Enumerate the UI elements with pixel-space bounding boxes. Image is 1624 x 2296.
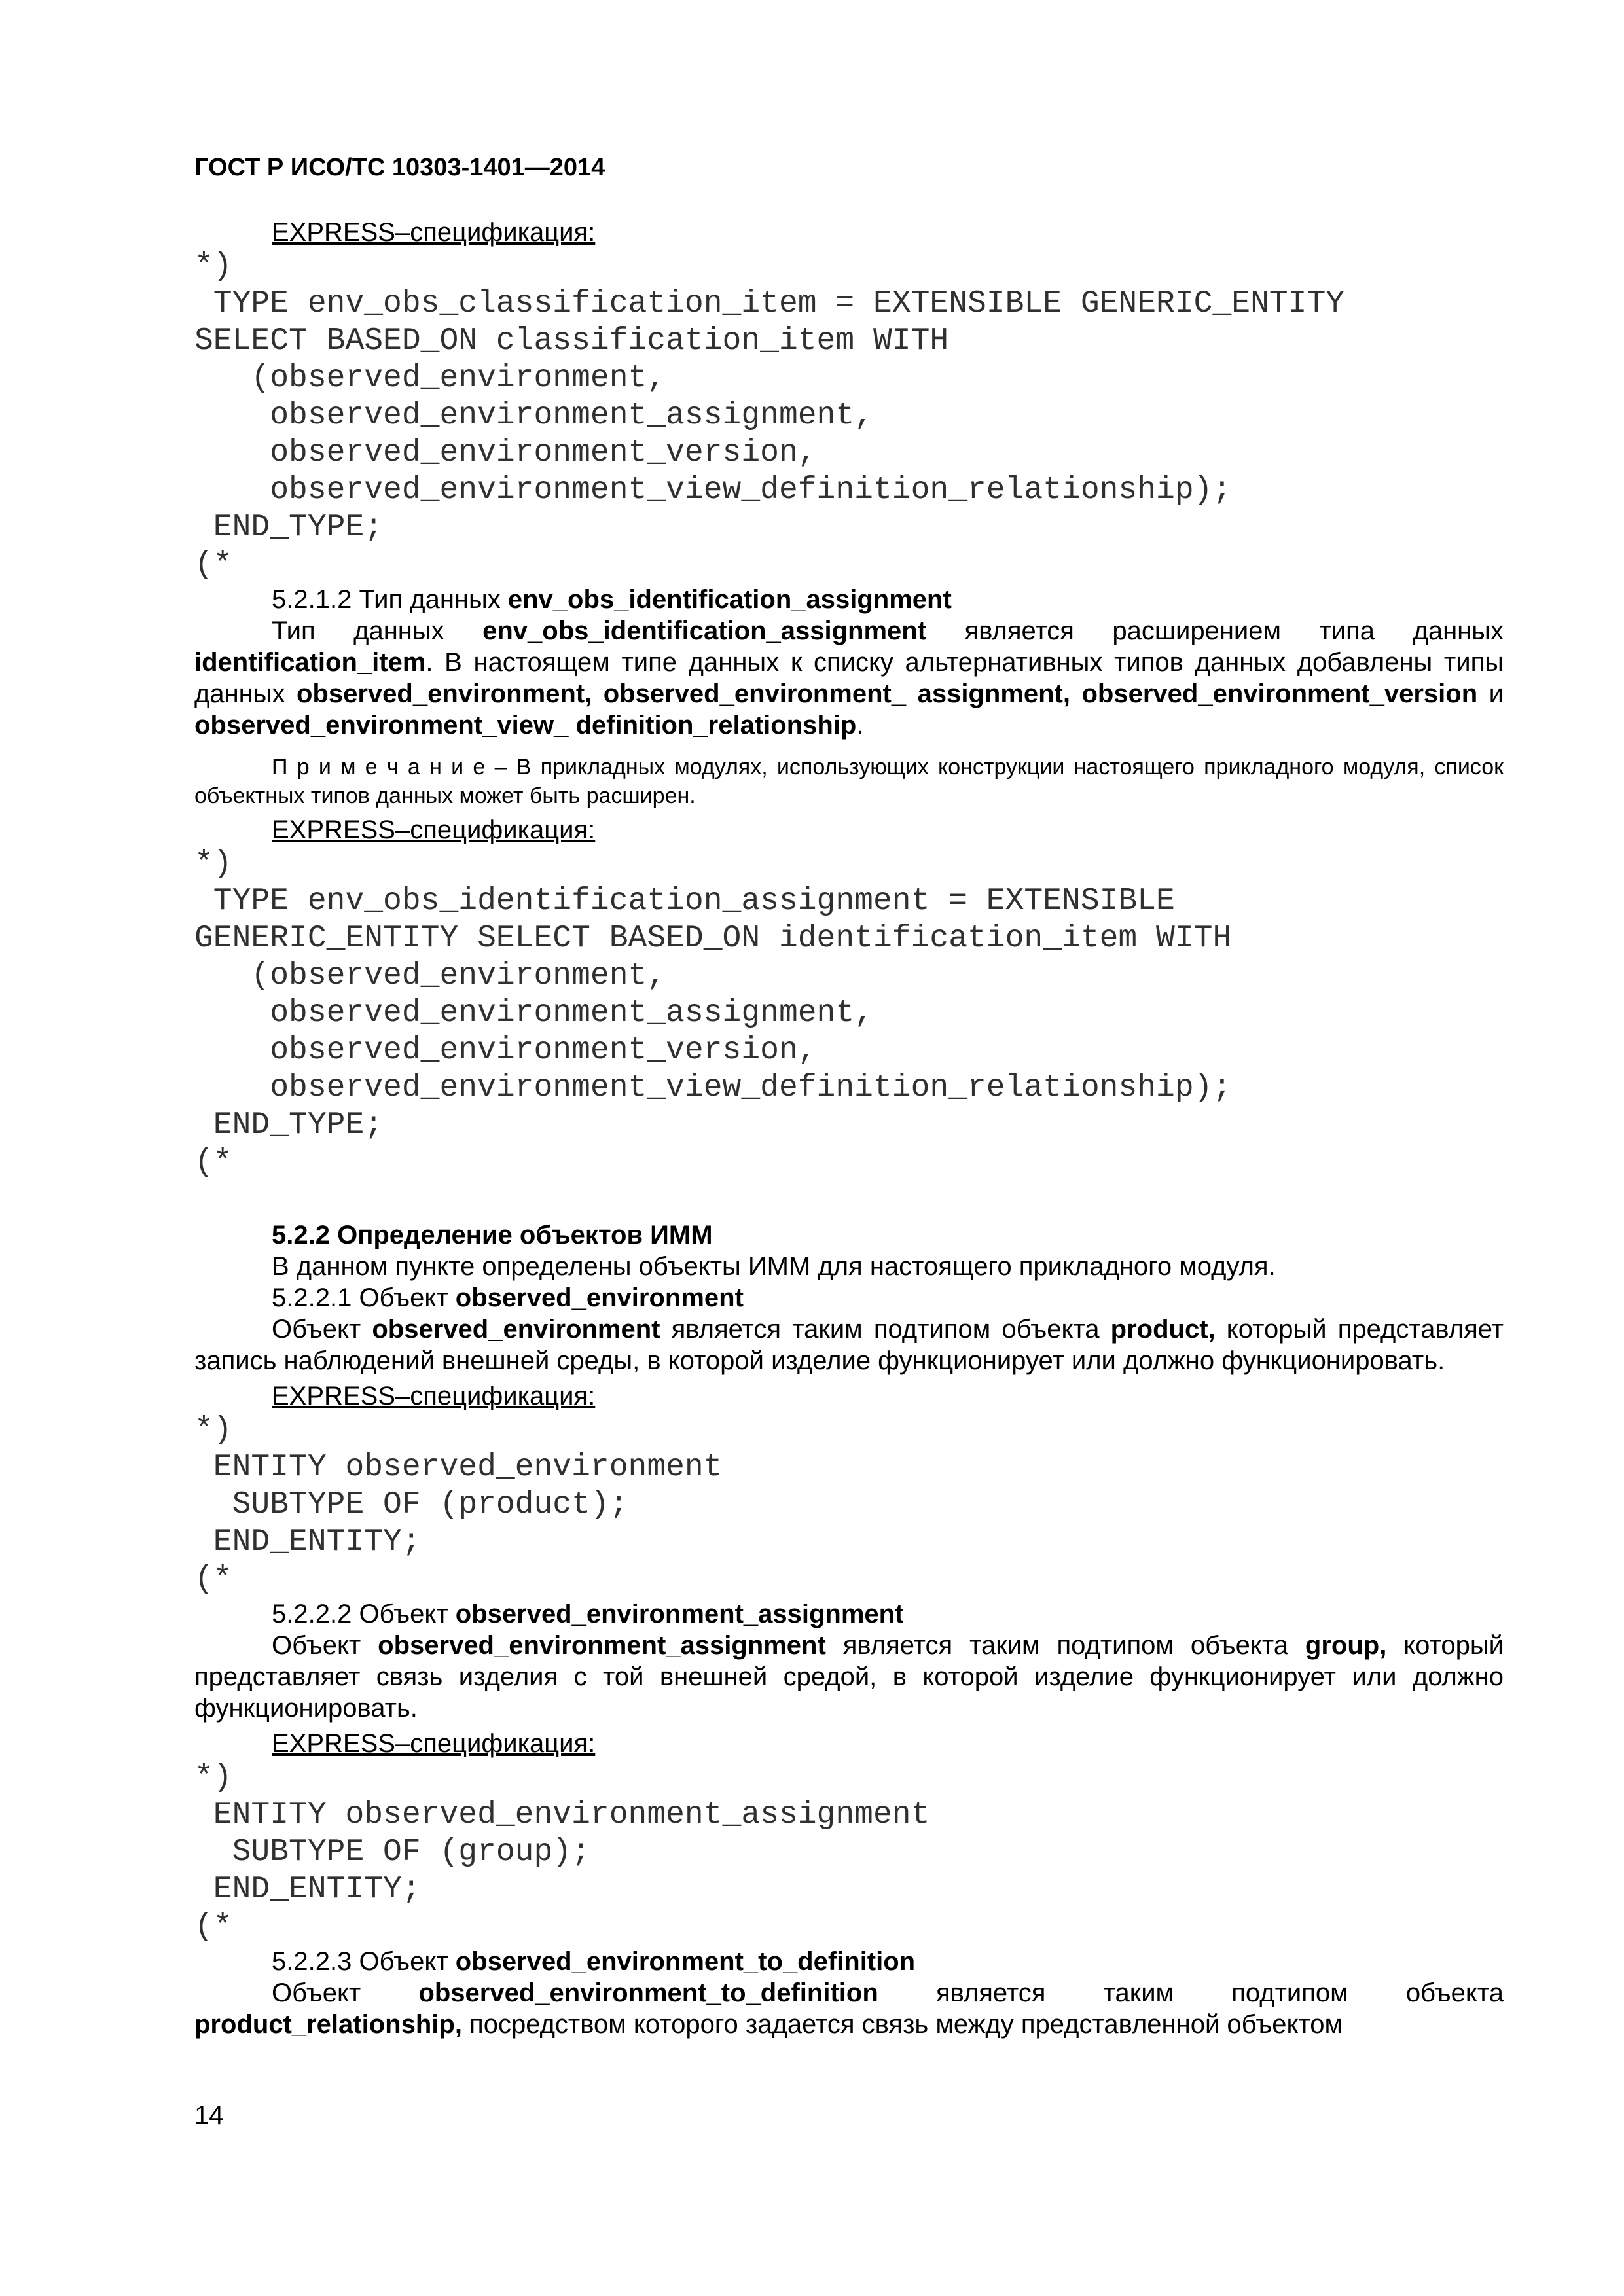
heading-prefix: 5.2.2.1 Объект [272,1283,456,1312]
text-run-bold: env_obs_identification_assignment [482,617,927,645]
express-label: EXPRESS–спецификация: [272,218,596,247]
heading-name: observed_environment_to_definition [455,1947,916,1976]
express-label: EXPRESS–спецификация: [272,1382,596,1410]
note [194,753,1504,810]
section-title: 5.2.2 Определение объектов ИММ [272,1221,713,1249]
express-code-block: *) ENTITY observed_environment SUBTYPE OF (product); END_ENTITY; (* [194,1412,723,1597]
text-run: Объект [272,1315,372,1344]
page-number: 14 [194,2101,224,2130]
paragraph [194,1630,1504,1724]
text-run-bold: observed_environment, observed_environment_ assignment, observed_environment_version [297,679,1478,708]
paragraph [194,1314,1504,1376]
standard-header: ГОСТ Р ИСО/ТС 10303-1401—2014 [194,154,605,181]
express-code-block: *) ENTITY observed_environment_assignment SUBTYPE OF (group); END_ENTITY; (* [194,1760,930,1945]
heading-prefix: 5.2.1.2 Тип данных [272,585,508,614]
section-heading [194,1946,1504,1977]
text-run: Объект [272,1631,378,1660]
text-run: . В настоящем типе данных к списку альтернативных типов данных добавлены типы данных [194,648,1504,708]
note-label: П р и м е ч а н и е [272,755,486,780]
text-run: который представляет связь изделия с той внешней средой, в которой изделие функционирует или должно функционировать. [194,1631,1504,1723]
heading-name: observed_environment [455,1283,744,1312]
note-text: – В прикладных модулях, использующих конструкции настоящего прикладного модуля, список объектных типов данных может быть расширен. [194,755,1504,808]
heading-name: observed_environment_assignment [455,1600,904,1628]
text-run: который представляет запись наблюдений внешней среды, в которой изделие функционирует или должно функционировать. [194,1315,1504,1375]
text-run-bold: observed_environment_view_ definition_relationship [194,711,857,740]
text-run-bold: product, [1110,1315,1216,1344]
text-run: . [856,711,864,740]
express-label: EXPRESS–спецификация: [272,816,596,844]
express-label: EXPRESS–спецификация: [272,1729,596,1758]
text-run: Тип данных [272,617,483,645]
text-run: и [1477,679,1504,708]
heading-prefix: 5.2.2.3 Объект [272,1947,456,1976]
express-code-block: *) TYPE env_obs_identification_assignment = EXTENSIBLE GENERIC_ENTITY SELECT BASED_ON identification_item WITH (observed_environment, observed_environment_assignment, observed_environment_version, observed_environment_view_definition_relationship); END_TYPE; (* [194,846,1232,1180]
section-heading [194,584,1504,615]
text-run-bold: observed_environment_to_definition [418,1979,878,2007]
express-code-block: *) TYPE env_obs_classification_item = EXTENSIBLE GENERIC_ENTITY SELECT BASED_ON classification_item WITH (observed_environment, observed_environment_assignment, observed_environment_version, observed_environment_view_definition_relationship); END_TYPE; (* [194,249,1345,583]
text-run-bold: identification_item [194,648,426,677]
text-run: Объект [272,1979,419,2007]
section-heading [194,1598,1504,1630]
text-run: является таким подтипом объекта [825,1631,1305,1660]
paragraph [194,1977,1504,2040]
text-run-bold: group, [1305,1631,1387,1660]
heading-prefix: 5.2.2.2 Объект [272,1600,456,1628]
text-run: посредством которого задается связь между представленной объектом [461,2010,1343,2039]
paragraph [194,615,1504,741]
text-run: является таким подтипом объекта [660,1315,1111,1344]
text-run-bold: observed_environment_assignment [378,1631,826,1660]
text-run-bold: product_relationship, [194,2010,462,2039]
heading-name: env_obs_identification_assignment [507,585,952,614]
text-run: является расширением типа данных [926,617,1504,645]
section-heading [194,1282,1504,1314]
page-content [194,213,1504,2040]
paragraph: В данном пункте определены объекты ИММ для настоящего прикладного модуля. [272,1252,1276,1281]
text-run: является таким подтипом объекта [878,1979,1504,2007]
text-run-bold: observed_environment [372,1315,660,1344]
